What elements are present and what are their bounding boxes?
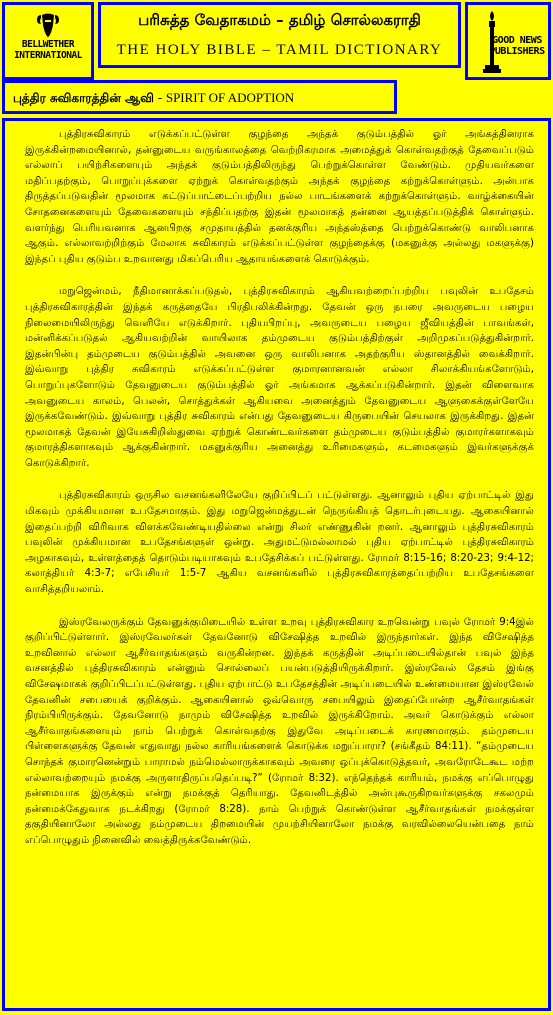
logo-left-text: BELLWETHER INTERNATIONAL xyxy=(14,39,82,61)
logo-right-text: GOOD NEWS PUBLISHERS xyxy=(489,35,545,57)
entry-heading xyxy=(13,90,294,107)
title-english: THE HOLY BIBLE – TAMIL DICTIONARY xyxy=(116,42,443,58)
entry-body xyxy=(2,118,551,1011)
title-tamil: பரிசுத்த வேதாகமம் – தமிழ் சொல்லகராதி xyxy=(138,11,421,29)
paragraph: மறுஜென்மம், நீதிமானாக்கப்படுதல், புத்திரசுவிகாரம் ஆகியவற்றைப்பற்றிய பவுலின் உபதேசம் புத்திரசுவிகாரத்தின் இந்தக் கருத்தையே பிரதிபலிக்கின்றது. தேவன் ஒரு நபரை அவருடைய பழைய நிலைமையிலிருந்து வெளியே எடுக்கிறார். புதியபிறப்பு, அவருடைய பழைய ஜீவியத்தின் பாவங்கள், மன்னிக்கப்படுதல் ஆகியவற்றின் வாயிலாக தம்முடைய குடும்பத்திற்குள் அறிமுகப்படுத்துகின்றார். இதன்பின்பு தம்முடைய குடும்பத்தில் அவனை ஒரு வாலிபனாக அதற்குரிய ஸ்தானத்தில் வைக்கிறார். இவ்வாறு புத்திர சுவிகாரம் எடுக்கப்பட்டுள்ள குமாரனானவன் எல்லா சிலாக்கியங்களோடும், பொறுப்புகளோடும் தேவனுடைய குடும்பத்தில் ஓர் அங்கமாக ஆக்கப்படுகின்றார். இதன் விளைவாக அவனுடைய காலம், பெலன், சொத்துக்கள் ஆகியவை அனைத்தும் தேவனுடைய ஆளுகைக்குள்ளேயே இருக்கவேண்டும். இவ்வாறு புத்திர சுவிகாரம் என்பது தேவனுடைய கிருபையின் செயலாக இருக்கிறது. இதன் மூலமாகத் தேவன் இயேசுகிறிஸ்துவை ஏற்றுக் கொண்டவர்களை தம்முடைய குடும்பத்தில் குமாரர்களாகவும் குமாரத்திகளாகவும் ஆக்குகின்றார். மகனுக்குரிய அனைத்து உரிமைகளும், கடமைகளும் இவர்களுக்குக் கொடுக்கிறார். xyxy=(25,286,534,469)
entry-content xyxy=(25,127,534,866)
entry-heading-box xyxy=(2,80,397,114)
entry-heading-english: SPIRIT OF ADOPTION xyxy=(165,90,295,105)
good-news-logo[interactable] xyxy=(465,2,551,80)
paragraph: புத்திரசுவிகாரம் ஒருசில வசனங்களிலேயே குறிப்பிடப் பட்டுள்ளது. ஆனாலும் புதிய ஏற்பாட்டில் இது மிகவும் முக்கியமான உபதேசமாகும். இது மறுஜென்மத்துடன் நெருங்கியத் தொடர்புடையது. ஆகையினால் இதைப்பற்றி விரிவாக விளக்கவேண்டியதில்லை என்று சிலர் எண்ணுகின் றனர். ஆனாலும் புத்திரசுவிகாரம் பவுலின் முக்கியமான உபதேசங்களுள் ஒன்று. அதுமட்டுமல்லாமல் புதிய ஏற்பாட்டில் புத்திரசுவிகாரம் அழகாகவும், உள்ளத்தைத் தொடும்படியாகவும் உபதேசிக்கப் பட்டுள்ளது. ரோமர் 8:15-16; 8:20-23; 9:4-12; கலாத்தியர் 4:3-7; எபேசியர் 1:5-7 ஆகிய வசனங்களில் புத்திரசுவிகாரத்தைப்பற்றிய உபதேசங்களை வாசித்தறியலாம். xyxy=(25,490,534,596)
paragraph: புத்திரசுவிகாரம் எடுக்கப்பட்டுள்ள குழந்தை அந்தக் குடும்பத்தில் ஓர் அங்கத்தினராக இருக்கின்றமையினால், தன்னுடைய வருங்காலத்தை வெற்றிகரமாக அமைத்துக் கொள்வதற்குத் தேவைப்படும் எல்லாப் பயிற்சிகளையும் அந்தக் குடும்பத்திலிருந்து பெற்றுக்கொள்ள வேண்டும். முதியவர்களை மதிப்பதற்கும், பொறுப்புக்களை ஏற்றுக் கொள்வதற்கும் அந்தக் குழந்தை கற்றுக்கொள்ளும். அன்பாக திருத்தப்படுவதின் மூலமாக கட்டுப்பாட்டைப்பற்றிய நல்ல பாடங்களைக் கற்றுக்கொள்ளும். வாழ்க்கையின் சோதனைகளையும் தேவைகளையும் சந்திப்பதற்கு இதன் மூலமாகத் தன்னை ஆயத்தப்படுத்திக் கொள்ளும். வளர்ந்து பெரியவனாக ஆனபிறகு சமுதாயத்தில் தனக்குரிய அந்தஸ்த்தை பெற்றுக்கொண்டு வாலிபனாக ஆகும். எல்லாவற்றிற்கும் மேலாக சுவிகாரம் எடுக்கப்பட்டுள்ள குழந்தைக்கு (மகனுக்கு அல்லது மகளுக்கு) இந்தப் புதிய குடும்ப உறவானது மிகப்பெரிய ஆதாயங்களைக் கொடுக்கும். xyxy=(25,129,534,265)
bellwether-logo[interactable] xyxy=(2,2,94,80)
entry-heading-tamil: புத்திர சுவிகாரத்தின் ஆவி xyxy=(13,91,154,105)
title-box xyxy=(98,2,461,68)
paragraph: இஸ்ரவேலருக்கும் தேவனுக்குமிடையில் உள்ள உறவு புத்திரசுவிகார உறவென்று பவுல் ரோமர் 9:4இல் குறிப்பிட்டுள்ளார். இஸ்ரவேலர்கள் தேவனோடு விசேஷித்த உறவில் இருந்தார்கள். இந்த விசேஷித்த உறவினால் எல்லா ஆசீர்வாதங்களும் வருகின்றன. இந்தக் கருத்தின் அடிப்படையில்தான் பவுல் இந்த வசனத்தில் புத்திரசுவிகாரம் என்னும் சொல்லைப் பயன்படுத்தியிருக்கிறார். இஸ்ரவேல் தேசம் இங்கு விசேஷமாகக் குறிப்பிடப்பட்டுள்ளது. புதிய ஏற்பாட்டு உபதேசத்தின் அடிப்படையில் உண்மையான இஸ்ரவேல் தேவனின் சபையைக் குறிக்கும். ஆகையினால் ஒவ்வொரு சபையிலும் இதைப்போன்ற ஆசீர்வாதங்கள் நிரம்பியிருக்கும். தேவனோடு நாமும் விசேஷித்த உறவில் இருக்கிறோம். அவர் கொடுக்கும் எல்லா ஆசீர்வாதங்களையும் நாம் பெற்றுக் கொள்வதற்கு இதுவே அடிப்படைக் காரணமாகும். தம்முடைய பிள்ளைகளுக்கு தேவன் எதுவாது நல்ல காரியங்களைக் கொடுக்க மறுப்பாரா? (சங்கீதம் 84:11). “தம்முடைய சொந்தக் குமாரனென்றும் பாராமல் நம்மெல்லாருக்காகவும் அவரை ஒப்புக்கொடுத்தவர், அவரோடேகூட மற்ற எல்லாவற்றையும் நமக்கு அருளாதிருப்பதெப்படி?” (ரோமர் 8:32). எந்தெந்தக் காரியம், நமக்கு எப்பொழுது நன்மையாக இருக்கும் என்று நமக்குத் தெரியாது. தேவனிடத்தில் அன்புகூருகிறவர்களுக்கு சகலமும் நன்மைக்கேதுவாக நடக்கிறது (ரோமர் 8:28). நாம் பெற்றுக் கொண்டுள்ள ஆசீர்வாதங்கள் நமக்குள்ள தகுதியினாலோ அல்லது நம்முடைய திறமையின் முயற்சியினாலோ நமக்கு வரவில்லையென்பதை நாம் எப்பொழுதும் நினைவில் வைத்திருக்கவேண்டும். xyxy=(25,616,534,846)
entry-heading-separator: - xyxy=(153,91,166,105)
